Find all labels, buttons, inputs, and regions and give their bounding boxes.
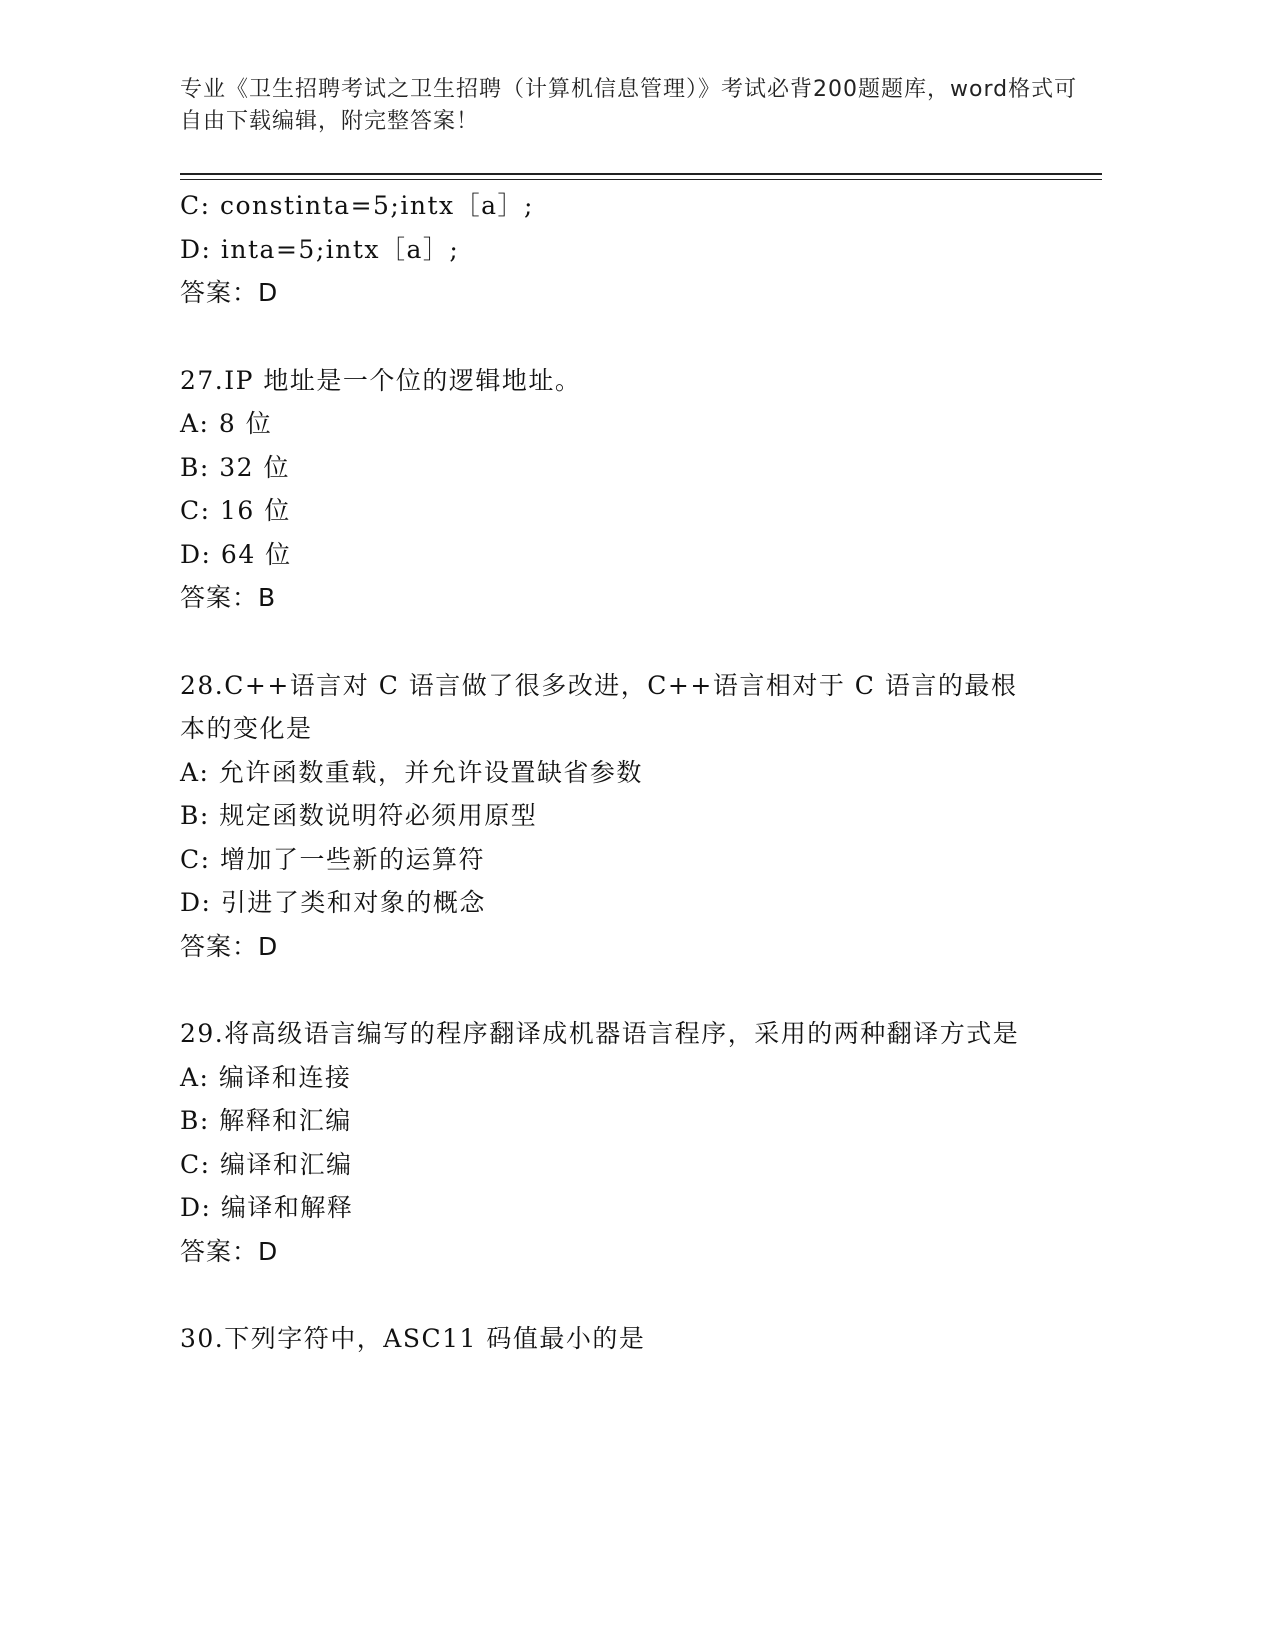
question-30 [180, 1317, 1060, 1361]
spacer [180, 1273, 1060, 1317]
option-d: D: 编译和解释 [180, 1193, 354, 1222]
header-rule [180, 173, 1102, 175]
option-b: B: 规定函数说明符必须用原型 [180, 801, 538, 830]
spacer [180, 315, 1060, 359]
option-c: C: 16 位 [180, 496, 291, 525]
question-list [180, 184, 1060, 1361]
option-d: D: 引进了类和对象的概念 [180, 888, 486, 917]
option-a: A: 编译和连接 [180, 1062, 352, 1092]
question-text: 29.将高级语言编写的程序翻译成机器语言程序，采用的两种翻译方式是 [180, 1019, 1020, 1048]
question-29 [180, 1012, 1060, 1273]
option-b: B: 解释和汇编 [180, 1106, 352, 1135]
answer-line: 答案：D [180, 278, 279, 307]
option-d: D: inta=5;intx［a］; [180, 234, 460, 264]
header-rule-thin [180, 179, 1102, 180]
prev-question-block [180, 184, 1060, 315]
document-header: 专业《卫生招聘考试之卫生招聘（计算机信息管理）》考试必背200题题库，word格式可自由下载编辑，附完整答案！ [180, 77, 1078, 134]
spacer [180, 620, 1060, 664]
option-a: A: 允许函数重载，并允许设置缺省参数 [180, 757, 643, 787]
option-c: C: constinta=5;intx［a］; [180, 191, 534, 220]
option-c: C: 编译和汇编 [180, 1149, 353, 1179]
answer-line: 答案：B [180, 583, 277, 612]
option-c: C: 增加了一些新的运算符 [180, 844, 485, 874]
answer-line: 答案：D [180, 1236, 279, 1266]
answer-line: 答案：D [180, 931, 279, 961]
question-text: 30.下列字符中，ASC11 码值最小的是 [180, 1324, 646, 1353]
question-text: 27.IP 地址是一个位的逻辑地址。 [180, 365, 582, 395]
option-d: D: 64 位 [180, 539, 292, 569]
spacer [180, 968, 1060, 1012]
question-28 [180, 664, 1060, 969]
option-a: A: 8 位 [180, 409, 273, 438]
question-text: 28.C++语言对 C 语言做了很多改进，C++语言相对于 C 语言的最根本的变化是 [180, 670, 1018, 743]
option-b: B: 32 位 [180, 452, 290, 482]
question-27 [180, 359, 1060, 620]
